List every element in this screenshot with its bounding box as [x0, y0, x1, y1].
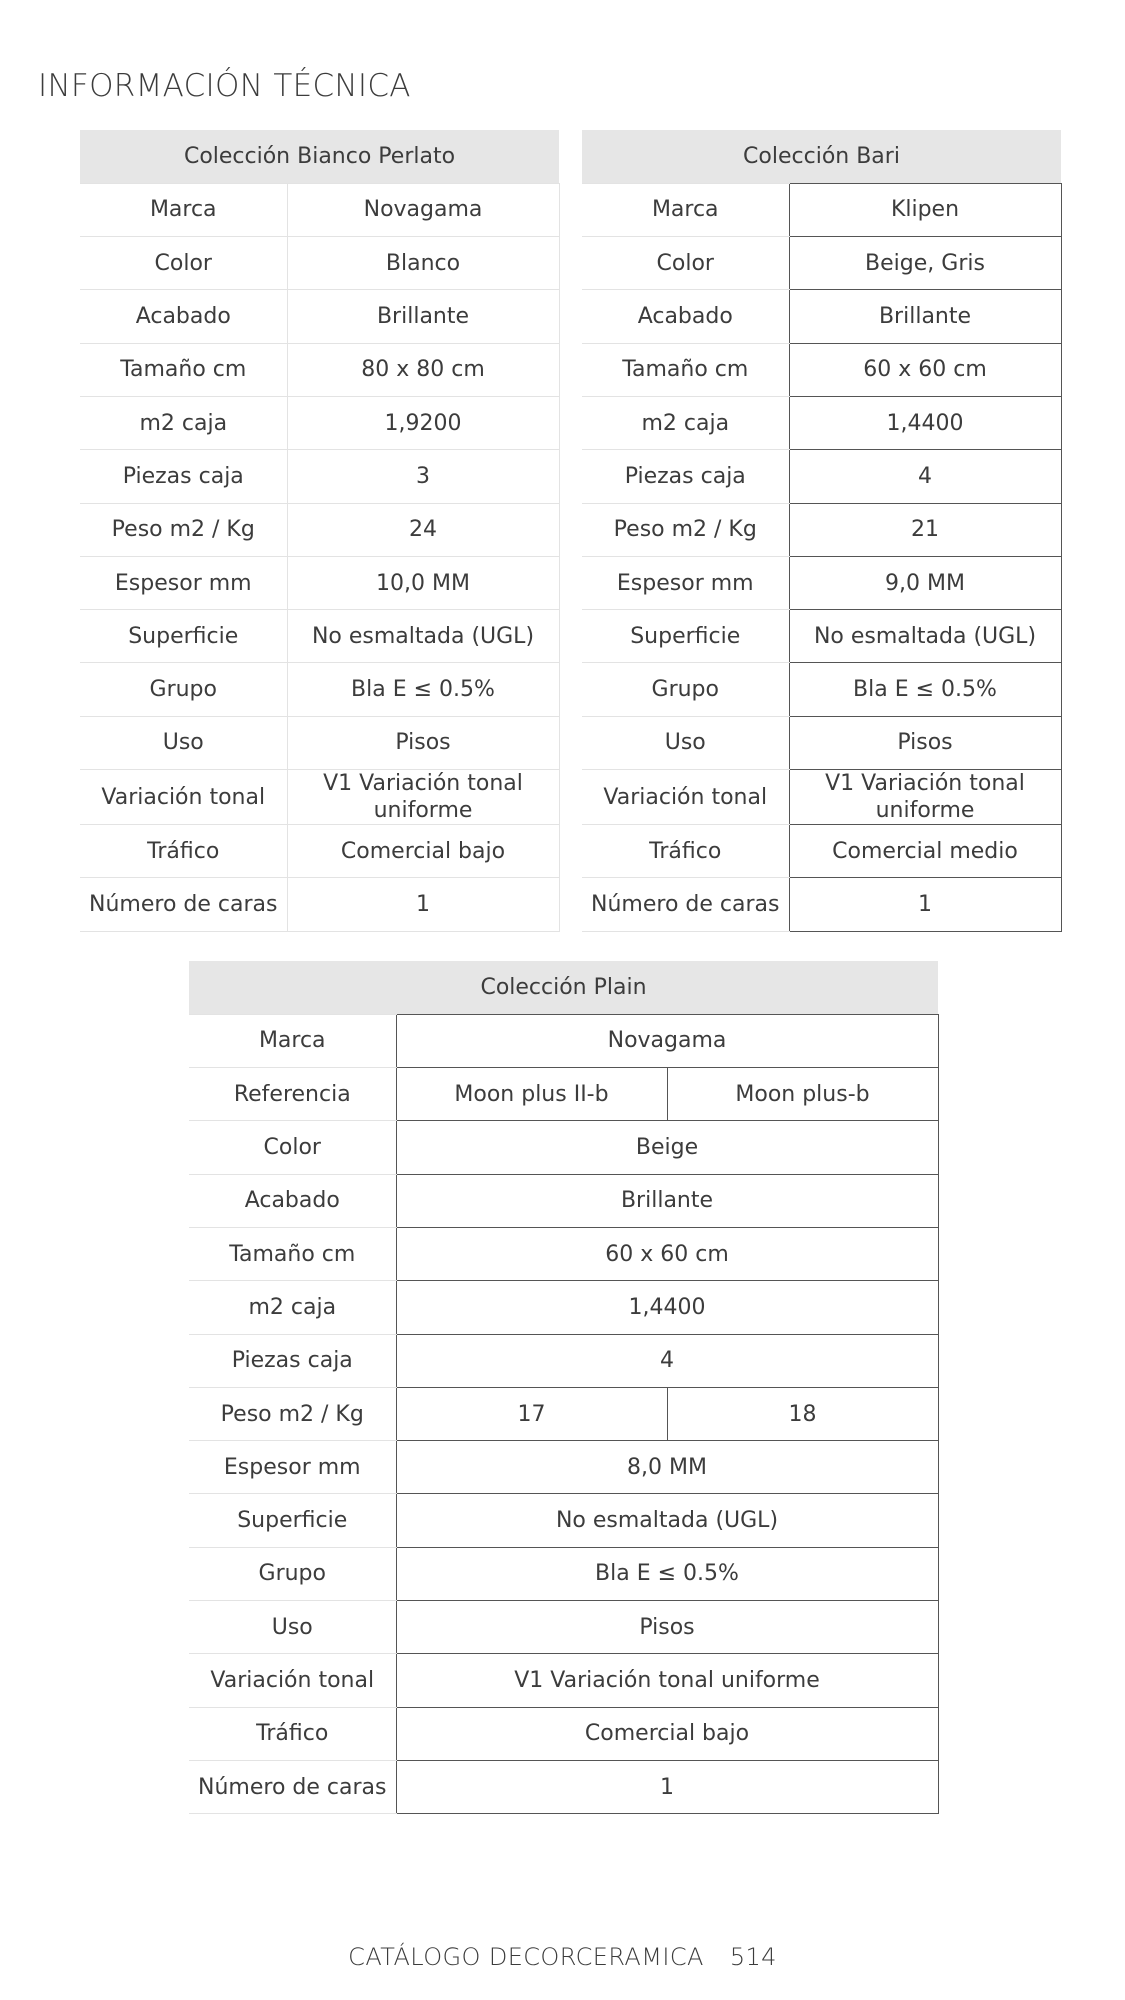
row-value: Bla E ≤ 0.5% [789, 663, 1061, 716]
row-value: No esmaltada (UGL) [396, 1494, 938, 1547]
row-label: Acabado [80, 290, 287, 343]
table-row [189, 1441, 938, 1494]
row-label: Tráfico [189, 1707, 396, 1760]
row-label: Uso [189, 1601, 396, 1654]
table-row [80, 825, 559, 878]
table-header-row [189, 961, 938, 1014]
row-value: 1 [287, 878, 559, 931]
row-value: Novagama [287, 183, 559, 236]
row-label: Tamaño cm [582, 343, 789, 396]
row-label: m2 caja [80, 396, 287, 449]
table-row [582, 290, 1061, 343]
table-header: Colección Plain [189, 961, 938, 1014]
table-row [189, 1068, 938, 1121]
table-row [582, 450, 1061, 503]
table-row [582, 237, 1061, 290]
table-row [189, 1174, 938, 1227]
table-row [189, 1121, 938, 1174]
page-title: INFORMACIÓN TÉCNICA [38, 68, 411, 104]
row-value: Pisos [287, 716, 559, 769]
page-number: 514 [729, 1943, 777, 1971]
row-label: Número de caras [582, 878, 789, 931]
footer-catalog-name: CATÁLOGO DECORCERAMICA [348, 1943, 704, 1971]
row-label: Acabado [582, 290, 789, 343]
table-row [189, 1654, 938, 1707]
row-label: Piezas caja [189, 1334, 396, 1387]
row-value: No esmaltada (UGL) [287, 610, 559, 663]
row-value: 10,0 MM [287, 556, 559, 609]
row-label: Peso m2 / Kg [80, 503, 287, 556]
table-header: Colección Bari [582, 130, 1061, 183]
row-value: 1 [396, 1760, 938, 1813]
table-row [582, 343, 1061, 396]
row-value: Blanco [287, 237, 559, 290]
row-label: Piezas caja [80, 450, 287, 503]
table-header-row [80, 130, 559, 183]
row-value: Comercial bajo [396, 1707, 938, 1760]
table-row [80, 716, 559, 769]
row-label: Variación tonal [80, 770, 287, 825]
row-value: Comercial medio [789, 825, 1061, 878]
row-value: Comercial bajo [287, 825, 559, 878]
row-value: 18 [667, 1387, 938, 1440]
table-row [582, 610, 1061, 663]
table-header-row [582, 130, 1061, 183]
row-label: Color [582, 237, 789, 290]
table-row [189, 1014, 938, 1067]
row-label: m2 caja [189, 1281, 396, 1334]
row-value: Brillante [287, 290, 559, 343]
row-value: 8,0 MM [396, 1441, 938, 1494]
table-body [582, 183, 1061, 931]
table-row [80, 450, 559, 503]
spec-table-plain [189, 961, 939, 1814]
table-header: Colección Bianco Perlato [80, 130, 559, 183]
row-value: Beige, Gris [789, 237, 1061, 290]
row-label: Tamaño cm [189, 1227, 396, 1280]
table-row [80, 663, 559, 716]
row-value: No esmaltada (UGL) [789, 610, 1061, 663]
row-value: Moon plus-b [667, 1068, 938, 1121]
table-row [80, 237, 559, 290]
row-value: Pisos [789, 716, 1061, 769]
row-value: Brillante [396, 1174, 938, 1227]
row-value: 4 [396, 1334, 938, 1387]
row-label: Grupo [189, 1547, 396, 1600]
spec-table-bari [582, 130, 1062, 932]
table-row [582, 716, 1061, 769]
table-row [189, 1601, 938, 1654]
row-value: Moon plus II-b [396, 1068, 667, 1121]
table-row [80, 503, 559, 556]
row-value: Bla E ≤ 0.5% [396, 1547, 938, 1600]
row-label: Espesor mm [80, 556, 287, 609]
row-label: Tamaño cm [80, 343, 287, 396]
table-row [582, 825, 1061, 878]
row-value: V1 Variación tonal uniforme [287, 770, 559, 825]
row-label: Color [189, 1121, 396, 1174]
row-value: 1 [789, 878, 1061, 931]
row-value: Bla E ≤ 0.5% [287, 663, 559, 716]
table-row [189, 1334, 938, 1387]
row-label: Marca [189, 1014, 396, 1067]
table-row [80, 290, 559, 343]
row-value: 1,4400 [789, 396, 1061, 449]
table-row [80, 343, 559, 396]
table-row [189, 1227, 938, 1280]
row-label: Peso m2 / Kg [189, 1387, 396, 1440]
row-value: V1 Variación tonal uniforme [789, 770, 1061, 825]
table-row [189, 1547, 938, 1600]
table-row [582, 556, 1061, 609]
row-label: Variación tonal [582, 770, 789, 825]
row-value: Brillante [789, 290, 1061, 343]
row-label: Espesor mm [189, 1441, 396, 1494]
row-label: Referencia [189, 1068, 396, 1121]
table-row [80, 878, 559, 931]
row-value: 17 [396, 1387, 667, 1440]
row-label: Marca [80, 183, 287, 236]
row-label: Grupo [80, 663, 287, 716]
row-value: 3 [287, 450, 559, 503]
table-row [582, 878, 1061, 931]
row-value: 4 [789, 450, 1061, 503]
row-label: Espesor mm [582, 556, 789, 609]
row-value: Pisos [396, 1601, 938, 1654]
table-row [582, 183, 1061, 236]
table-row [189, 1707, 938, 1760]
row-label: Variación tonal [189, 1654, 396, 1707]
row-value: 1,9200 [287, 396, 559, 449]
row-label: Uso [582, 716, 789, 769]
table-row [80, 396, 559, 449]
row-label: Superficie [80, 610, 287, 663]
row-value: 1,4400 [396, 1281, 938, 1334]
row-label: Tráfico [582, 825, 789, 878]
table-row [80, 770, 559, 825]
row-value: V1 Variación tonal uniforme [396, 1654, 938, 1707]
row-label: Peso m2 / Kg [582, 503, 789, 556]
table-row [80, 610, 559, 663]
row-value: Klipen [789, 183, 1061, 236]
table-row [189, 1760, 938, 1813]
row-value: 60 x 60 cm [396, 1227, 938, 1280]
row-label: Número de caras [80, 878, 287, 931]
table-body [80, 183, 559, 931]
table-body [189, 1014, 938, 1813]
row-value: Beige [396, 1121, 938, 1174]
row-value: 24 [287, 503, 559, 556]
row-label: Número de caras [189, 1760, 396, 1813]
table-row [582, 663, 1061, 716]
row-label: Grupo [582, 663, 789, 716]
row-label: Uso [80, 716, 287, 769]
row-label: Piezas caja [582, 450, 789, 503]
row-label: Superficie [582, 610, 789, 663]
table-row [189, 1387, 938, 1440]
spec-table-bianco-perlato [80, 130, 560, 932]
row-value: 80 x 80 cm [287, 343, 559, 396]
table-row [80, 183, 559, 236]
row-label: Color [80, 237, 287, 290]
page-footer [0, 1943, 1125, 1971]
row-label: Superficie [189, 1494, 396, 1547]
row-label: m2 caja [582, 396, 789, 449]
row-value: Novagama [396, 1014, 938, 1067]
table-row [80, 556, 559, 609]
row-value: 60 x 60 cm [789, 343, 1061, 396]
table-row [582, 396, 1061, 449]
row-label: Tráfico [80, 825, 287, 878]
table-row [189, 1281, 938, 1334]
table-row [582, 770, 1061, 825]
row-value: 9,0 MM [789, 556, 1061, 609]
table-row [189, 1494, 938, 1547]
row-value: 21 [789, 503, 1061, 556]
table-row [582, 503, 1061, 556]
row-label: Marca [582, 183, 789, 236]
row-label: Acabado [189, 1174, 396, 1227]
